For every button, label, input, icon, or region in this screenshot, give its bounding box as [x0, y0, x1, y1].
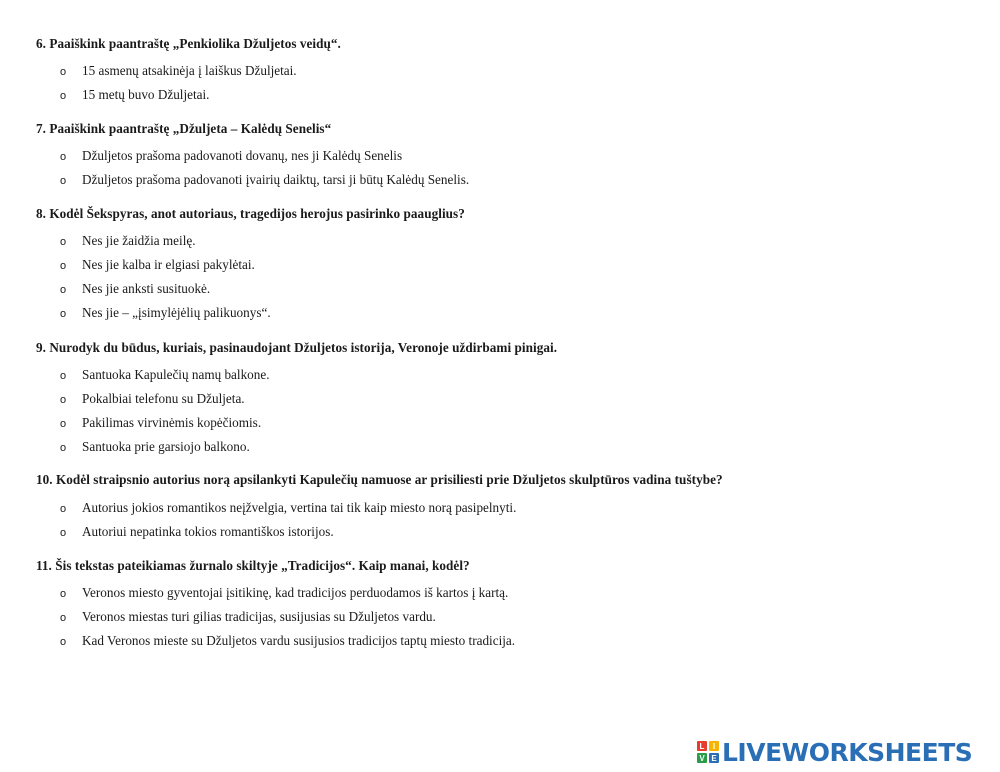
question-10: 10. Kodėl straipsnio autorius norą apsilankyti Kapulečių namuose ar prisiliesti prie Džuljetos skulptūros vadina tuštybe?: [36, 472, 723, 487]
radio-bullet[interactable]: o: [60, 636, 67, 648]
logo-mark-icon: [697, 741, 719, 763]
option-label: Autorius jokios romantikos neįžvelgia, vertina tai tik kaip miesto norą pasipelnyti.: [82, 500, 517, 515]
logo-letter: E: [709, 753, 719, 763]
logo-letter: I: [709, 741, 719, 751]
option-radio[interactable]: [60, 233, 196, 249]
question-11: 11. Šis tekstas pateikiamas žurnalo skiltyje „Tradicijos“. Kaip manai, kodėl?: [36, 558, 470, 573]
question-7: 7. Paaiškink paantraštę „Džuljeta – Kalėdų Senelis“: [36, 121, 332, 136]
radio-bullet[interactable]: o: [60, 284, 67, 296]
option-radio[interactable]: [60, 257, 255, 273]
radio-bullet[interactable]: o: [60, 236, 67, 248]
option-radio[interactable]: [60, 87, 209, 103]
question-9: 9. Nurodyk du būdus, kuriais, pasinaudojant Džuljetos istorija, Veronoje uždirbami pinigai.: [36, 340, 558, 355]
option-radio[interactable]: [60, 281, 210, 297]
option-label: Džuljetos prašoma padovanoti dovanų, nes ji Kalėdų Senelis: [82, 148, 403, 163]
radio-bullet[interactable]: o: [60, 66, 67, 78]
radio-bullet[interactable]: o: [60, 503, 67, 515]
radio-bullet[interactable]: o: [60, 175, 67, 187]
option-label: Santuoka Kapulečių namų balkone.: [82, 367, 270, 382]
option-radio[interactable]: [60, 305, 271, 321]
radio-bullet[interactable]: o: [60, 260, 67, 272]
radio-bullet[interactable]: o: [60, 394, 67, 406]
option-label: Nes jie žaidžia meilę.: [82, 233, 196, 248]
radio-bullet[interactable]: o: [60, 308, 67, 320]
option-label: 15 asmenų atsakinėja į laiškus Džuljetai.: [82, 63, 297, 78]
option-radio[interactable]: [60, 585, 508, 601]
option-label: Kad Veronos mieste su Džuljetos vardu susijusios tradicijos taptų miesto tradicija.: [82, 633, 516, 648]
option-label: Nes jie – „įsimylėjėlių palikuonys“.: [82, 305, 271, 320]
option-label: 15 metų buvo Džuljetai.: [82, 87, 210, 102]
question-6: 6. Paaiškink paantraštę „Penkiolika Džuljetos veidų“.: [36, 36, 341, 51]
liveworksheets-logo: [697, 736, 972, 768]
option-label: Santuoka prie garsiojo balkono.: [82, 439, 250, 454]
radio-bullet[interactable]: o: [60, 90, 67, 102]
option-radio[interactable]: [60, 500, 516, 516]
option-label: Nes jie anksti susituokė.: [82, 281, 211, 296]
radio-bullet[interactable]: o: [60, 527, 67, 539]
option-label: Pakilimas virvinėmis kopėčiomis.: [82, 415, 262, 430]
option-radio[interactable]: [60, 148, 402, 164]
option-radio[interactable]: [60, 63, 297, 79]
option-radio[interactable]: [60, 391, 245, 407]
option-radio[interactable]: [60, 633, 515, 649]
option-label: Nes jie kalba ir elgiasi pakylėtai.: [82, 257, 255, 272]
radio-bullet[interactable]: o: [60, 370, 67, 382]
logo-wordmark: LIVEWORKSHEETS: [722, 737, 973, 767]
option-radio[interactable]: [60, 524, 334, 540]
option-radio[interactable]: [60, 172, 469, 188]
option-label: Veronos miesto gyventojai įsitikinę, kad tradicijos perduodamos iš kartos į kartą.: [82, 585, 509, 600]
radio-bullet[interactable]: o: [60, 588, 67, 600]
option-radio[interactable]: [60, 609, 436, 625]
logo-letter: L: [697, 741, 707, 751]
radio-bullet[interactable]: o: [60, 612, 67, 624]
question-8: 8. Kodėl Šekspyras, anot autoriaus, tragedijos herojus pasirinko paauglius?: [36, 206, 465, 221]
radio-bullet[interactable]: o: [60, 418, 67, 430]
option-radio[interactable]: [60, 367, 270, 383]
option-radio[interactable]: [60, 439, 250, 455]
option-label: Pokalbiai telefonu su Džuljeta.: [82, 391, 245, 406]
option-label: Veronos miestas turi gilias tradicijas, susijusias su Džuljetos vardu.: [82, 609, 436, 624]
logo-letter: V: [697, 753, 707, 763]
option-label: Autoriui nepatinka tokios romantiškos istorijos.: [82, 524, 334, 539]
option-radio[interactable]: [60, 415, 261, 431]
option-label: Džuljetos prašoma padovanoti įvairių daiktų, tarsi ji būtų Kalėdų Senelis.: [82, 172, 470, 187]
radio-bullet[interactable]: o: [60, 442, 67, 454]
radio-bullet[interactable]: o: [60, 151, 67, 163]
